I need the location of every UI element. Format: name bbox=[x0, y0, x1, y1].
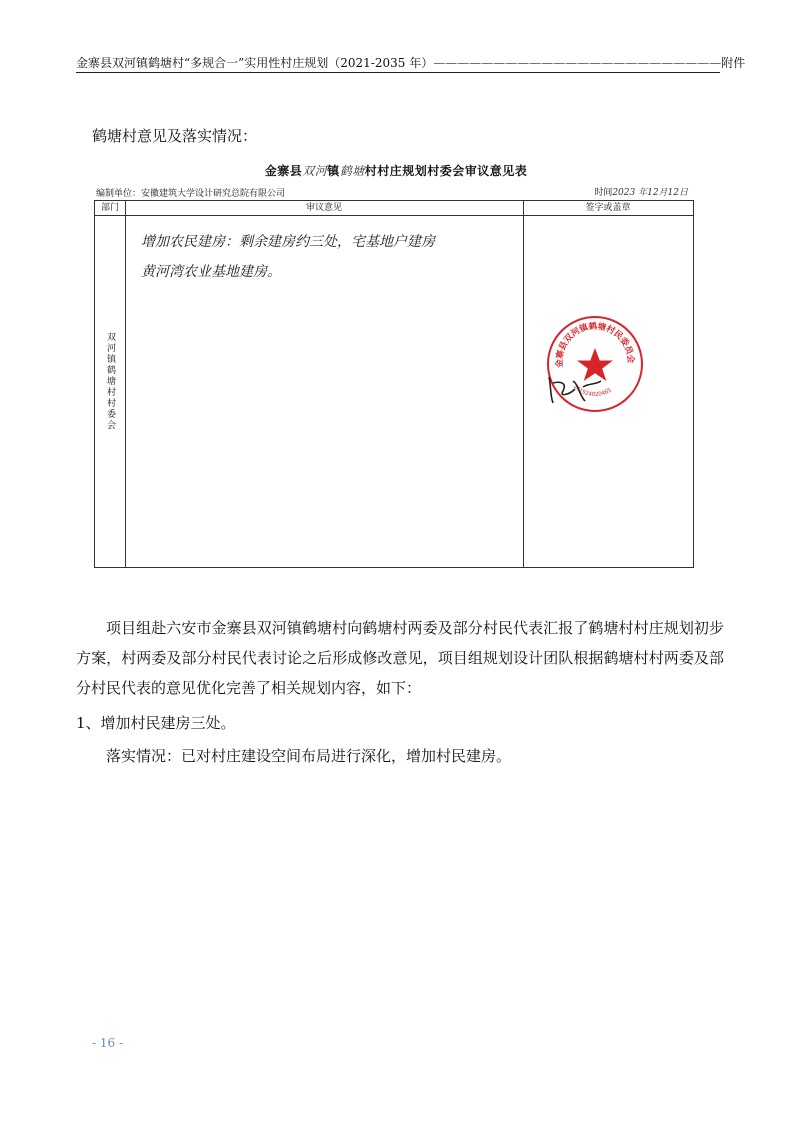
handwritten-opinion bbox=[141, 227, 521, 287]
divider bbox=[125, 201, 126, 567]
scanned-review-form bbox=[90, 158, 702, 578]
paragraph-summary: 项目组赴六安市金寨县双河镇鹤塘村向鹤塘村两委及部分村民代表汇报了鹤塘村村庄规划初步方案，村两委及部分村民代表讨论之后形成修改意见，项目组规划设计团队根据鹤塘村村两委及部分村民代表的意见优化完善了相关规划内容，如下： bbox=[76, 619, 724, 697]
seal-code: 341524020465 bbox=[571, 383, 613, 399]
opinion-line: 黄河湾农业基地建房。 bbox=[141, 264, 281, 280]
page-number: - 16 - bbox=[92, 1036, 124, 1050]
time-value: 2023 年12月12日 bbox=[612, 188, 688, 198]
form-title bbox=[90, 162, 702, 179]
compiler-label: 编制单位： bbox=[96, 189, 142, 199]
running-header bbox=[76, 54, 746, 73]
review-table bbox=[94, 200, 694, 568]
table-header bbox=[95, 201, 693, 216]
form-title-town: 双河 bbox=[302, 164, 328, 178]
list-item: 1、增加村民建房三处。 bbox=[76, 714, 236, 732]
header-title: 金寨县双河镇鹤塘村“多规合一”实用性村庄规划（2021-2035 年） bbox=[76, 56, 434, 70]
form-title-prefix: 金寨县 bbox=[264, 164, 303, 178]
dept-cell: 双河镇鹤塘村村委会 bbox=[105, 331, 115, 431]
form-title-village: 鹤塘 bbox=[339, 164, 365, 178]
compiler-line bbox=[96, 186, 285, 199]
header-dashes: ———————————————————————— bbox=[433, 56, 722, 70]
handwritten-signature bbox=[545, 371, 605, 407]
compiler-name: 安徽建筑大学设计研究总院有限公司 bbox=[141, 189, 286, 199]
divider bbox=[523, 201, 524, 567]
header-tag: 附件 bbox=[721, 56, 746, 70]
seal-text: 金寨县双河镇鹤塘村民委员会 bbox=[554, 321, 636, 368]
col-sign: 签字或盖章 bbox=[585, 203, 631, 213]
time-label: 时间 bbox=[594, 188, 613, 198]
col-opinion: 审议意见 bbox=[305, 203, 342, 213]
form-title-suffix: 村村庄规划村委会审议意见表 bbox=[364, 164, 528, 178]
col-dept: 部门 bbox=[100, 203, 119, 213]
date-line bbox=[594, 185, 688, 198]
implementation-note: 落实情况：已对村庄建设空间布局进行深化，增加村民建房。 bbox=[106, 747, 512, 765]
form-title-mid: 镇 bbox=[327, 164, 340, 178]
opinion-line: 增加农民建房：剩余建房约三处，宅基地户建房 bbox=[141, 234, 435, 250]
section-title: 鹤塘村意见及落实情况： bbox=[92, 127, 258, 145]
